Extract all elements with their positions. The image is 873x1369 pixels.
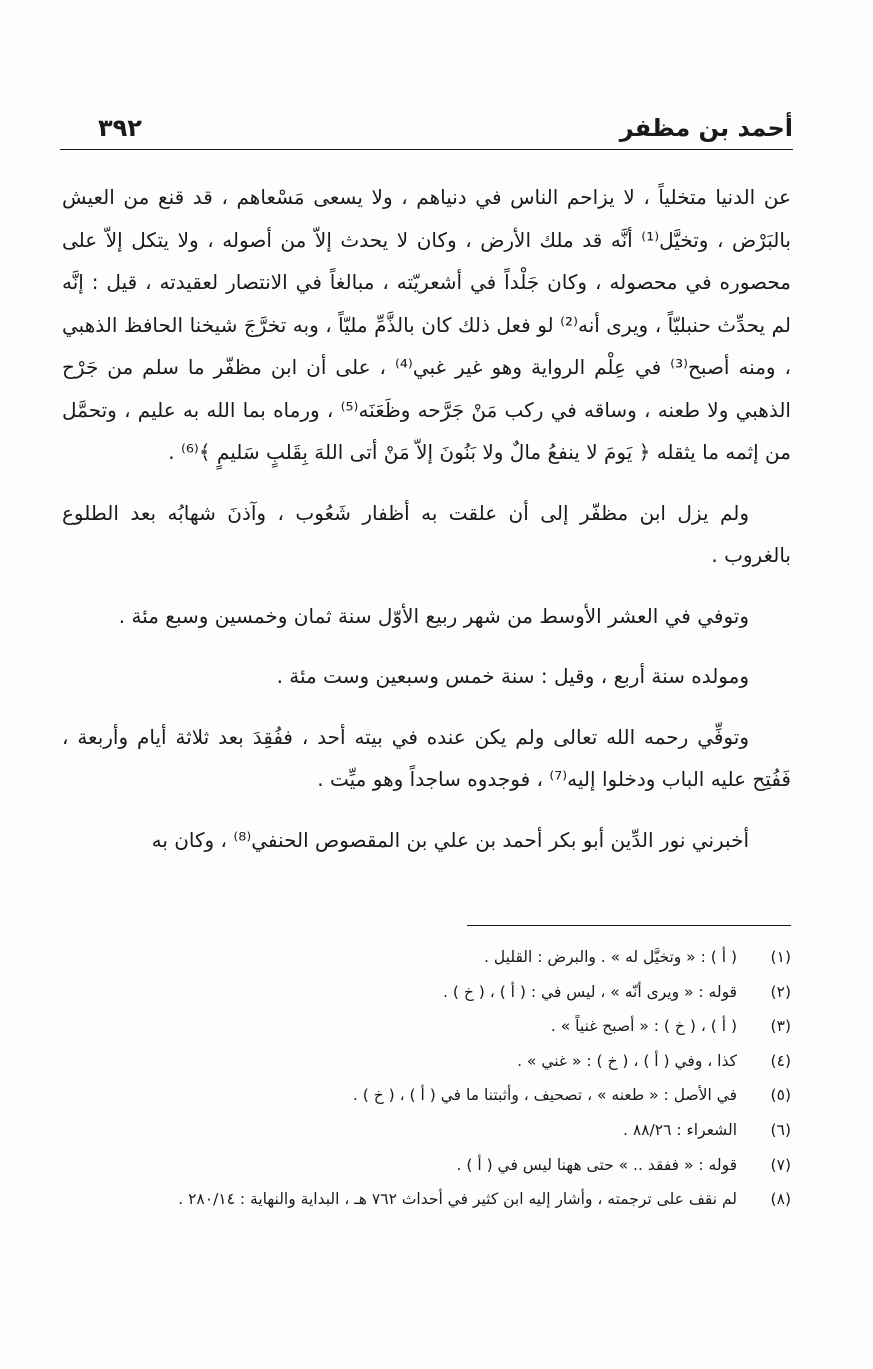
paragraph-3: وتوفي في العشر الأوسط من شهر ربيع الأوّل سنة ثمان وخمسين وسبع مئة . [118, 603, 749, 628]
footnote-number: (٨) [770, 1190, 791, 1209]
footnote-number: (٣) [770, 1017, 791, 1036]
footnote-text: في الأصل : « طعنه » ، تصحيف ، وأثبتنا ما في ( أ ) ، ( خ ) . [352, 1086, 737, 1105]
footnote [91, 1182, 791, 1217]
footnote-number: (٧) [770, 1155, 791, 1174]
main-text [62, 176, 791, 861]
running-head [60, 110, 793, 150]
paragraph-1: عن الدنيا متخلياً ، لا يزاحم الناس في دنياهم ، ولا يسعى مَسْعاهم ، قد قنع من العيش بالبَرْض ، وتخيَّل⁽¹⁾ أنَّه قد ملك الأرض ، وكان لا يحدث إلاّ من أصوله ، ولا يتكل إلاّ على محصوره في محصوله ، وكان جَلْداً في أشعريّته ، مبالغاً في الانتصار لعقيدته ، قيل : إنَّه لم يحدِّث حنبليّاً ، ويرى أنه⁽²⁾ لو فعل ذلك كان بالذَّمِّ مليّاً ، وبه تخرَّجَ شيخنا الحافظ الذهبي ، ومنه أصبح⁽³⁾ في عِلْم الرواية وهو غير غبي⁽⁴⁾ ، على أن ابن مظفّر ما سلم من جَرْح الذهبي ولا طعنه ، وساقه في ركب مَنْ جَرَّحه وظَعَنَه⁽⁵⁾ ، ورماه بما الله به عليم ، وتحمَّل من إثمه ما يثقله ﴿ يَومَ لا ينفعُ مالٌ ولا بَنُونَ إلاّ مَنْ أتى اللهَ بِقَلبٍ سَليمٍ ﴾⁽⁶⁾ . [62, 185, 792, 464]
footnote [91, 1009, 791, 1044]
footnote [91, 940, 791, 975]
footnote-text: الشعراء : ٨٨/٢٦ . [623, 1120, 737, 1139]
paragraph-4: ومولده سنة أربع ، وقيل : سنة خمس وسبعين وست مئة . [276, 664, 749, 688]
running-title: أحمد بن مظفر [619, 114, 793, 142]
footnotes [91, 940, 791, 1217]
footnote [91, 1044, 791, 1079]
footnote-number: (٦) [770, 1120, 791, 1139]
footnote [91, 975, 791, 1010]
footnote-number: (١) [770, 948, 791, 966]
footnote-text: قوله : « ويرى أنّه » ، ليس في : ( أ ) ، ( خ ) . [443, 982, 737, 1001]
page-number: ٣٩٢ [98, 114, 142, 142]
footnote [91, 1113, 791, 1148]
footnote-text: قوله : « ففقد .. » حتى ههنا ليس في ( أ ) . [456, 1155, 737, 1174]
footnote [91, 1148, 791, 1183]
paragraph-5: وتوفِّي رحمه الله تعالى ولم يكن عنده في بيته أحد ، ففُقِدَ بعد ثلاثة أيام وأربعة ، فَفُتِح عليه الباب ودخلوا إليه⁽⁷⁾ ، فوجدوه ساجداً وهو ميِّت . [62, 724, 791, 791]
footnote-text: ( أ ) : « وتخيَّل له » . والبرض : القليل . [484, 948, 737, 966]
header-rule [60, 149, 793, 150]
footnote-rule [467, 925, 791, 926]
footnote-text: ( أ ) ، ( خ ) : « أصبح غنياً » . [550, 1017, 737, 1036]
footnote-text: كذا ، وفي ( أ ) ، ( خ ) : « غني » . [517, 1051, 737, 1070]
paragraph-2: ولم يزل ابن مظفّر إلى أن علقت به أظفار شَعُوب ، وآذنَ شهابُه بعد الطلوع بالغروب . [62, 500, 791, 567]
footnote-number: (٤) [770, 1051, 791, 1070]
footnote [91, 1078, 791, 1113]
paragraph-6: أخبرني نور الدِّين أبو بكر أحمد بن علي بن المقصوص الحنفي⁽⁸⁾ ، وكان به [151, 827, 749, 852]
footnote-number: (٥) [770, 1086, 791, 1105]
footnote-number: (٢) [770, 982, 791, 1001]
footnote-text: لم نقف على ترجمته ، وأشار إليه ابن كثير في أحداث ٧٦٢ هـ ، البداية والنهاية : ٢٨٠/١٤ . [178, 1190, 737, 1209]
